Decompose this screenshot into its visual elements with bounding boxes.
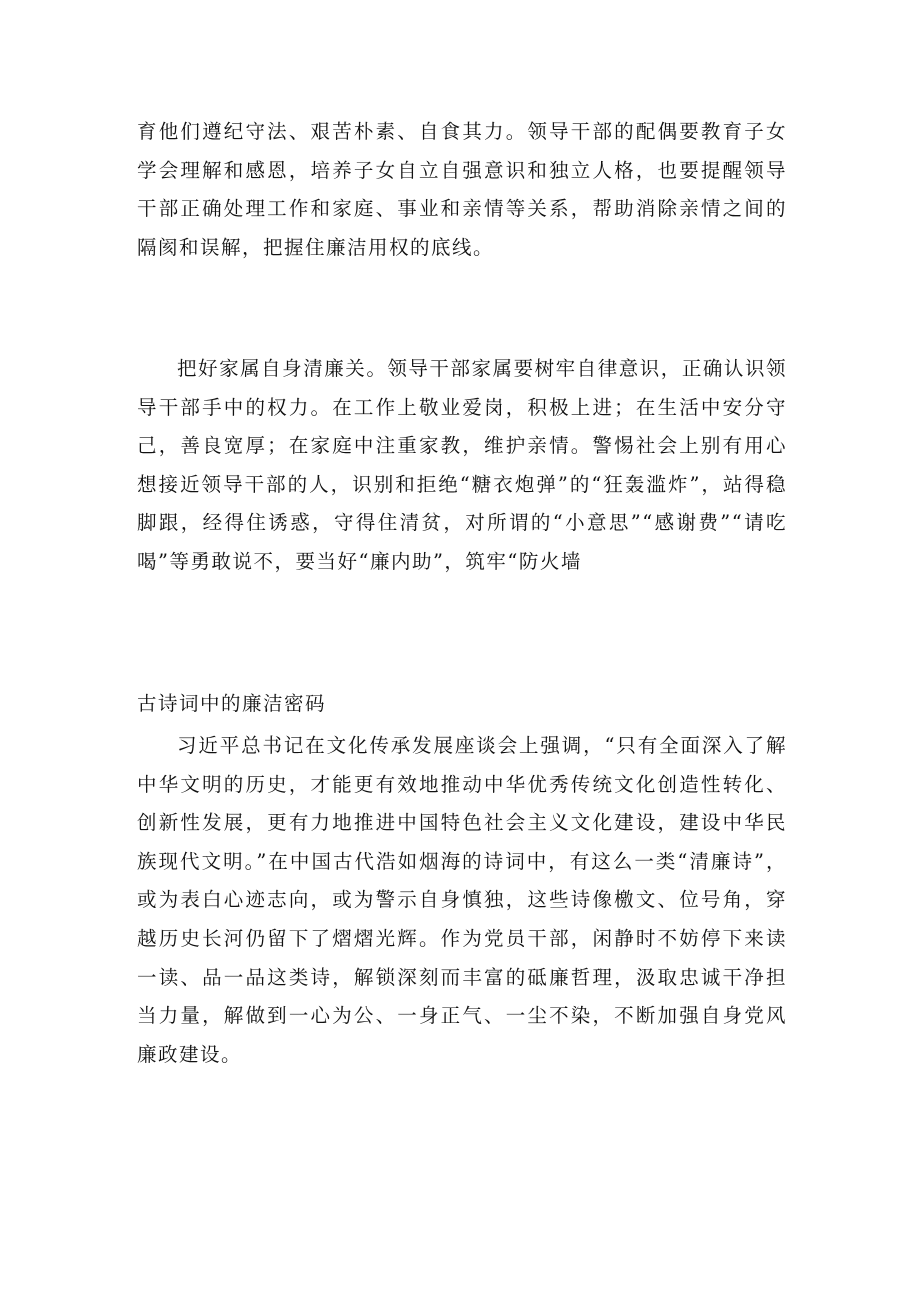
section-heading: 古诗词中的廉洁密码 — [137, 692, 327, 715]
paragraph-spouse-education: 育他们遵纪守法、艰苦朴素、自食其力。领导干部的配偶要教育子女学会理解和感恩，培养子女自立自强意识和独立人格，也要提醒领导干部正确处理工作和家庭、事业和亲情等关系，帮助消除亲情之间的隔阂和误解，把握住廉洁用权的底线。 — [137, 120, 787, 259]
paragraph-family-integrity: 把好家属自身清廉关。领导干部家属要树牢自律意识，正确认识领导干部手中的权力。在工作上敬业爱岗，积极上进；在生活中安分守己，善良宽厚；在家庭中注重家教，维护亲情。警惕社会上别有用心想接近领导干部的人，识别和拒绝“糖衣炮弹”的“狂轰滥炸”，站得稳脚跟，经得住诱惑，守得住清贫，对所谓的“小意思”“感谢费”“请吃喝”等勇敢说不，要当好“廉内助”，筑牢“防火墙 — [137, 357, 787, 573]
paragraph-ancient-poetry: 习近平总书记在文化传承发展座谈会上强调，“只有全面深入了解中华文明的历史，才能更有效地推动中华优秀传统文化创造性转化、创新性发展，更有力地推进中国特色社会主义文化建设，建设中华民族现代文明。”在中国古代浩如烟海的诗词中，有这么一类“清廉诗”，或为表白心迹志向，或为警示自身慎独，这些诗像檄文、位号角，穿越历史长河仍留下了熠熠光辉。作为党员干部，闲静时不妨停下来读一读、品一品这类诗，解锁深刻而丰富的砥廉哲理，汲取忠诚干净担当力量，解做到一心为公、一身正气、一尘不染，不断加强自身党风廉政建设。 — [137, 734, 787, 1066]
